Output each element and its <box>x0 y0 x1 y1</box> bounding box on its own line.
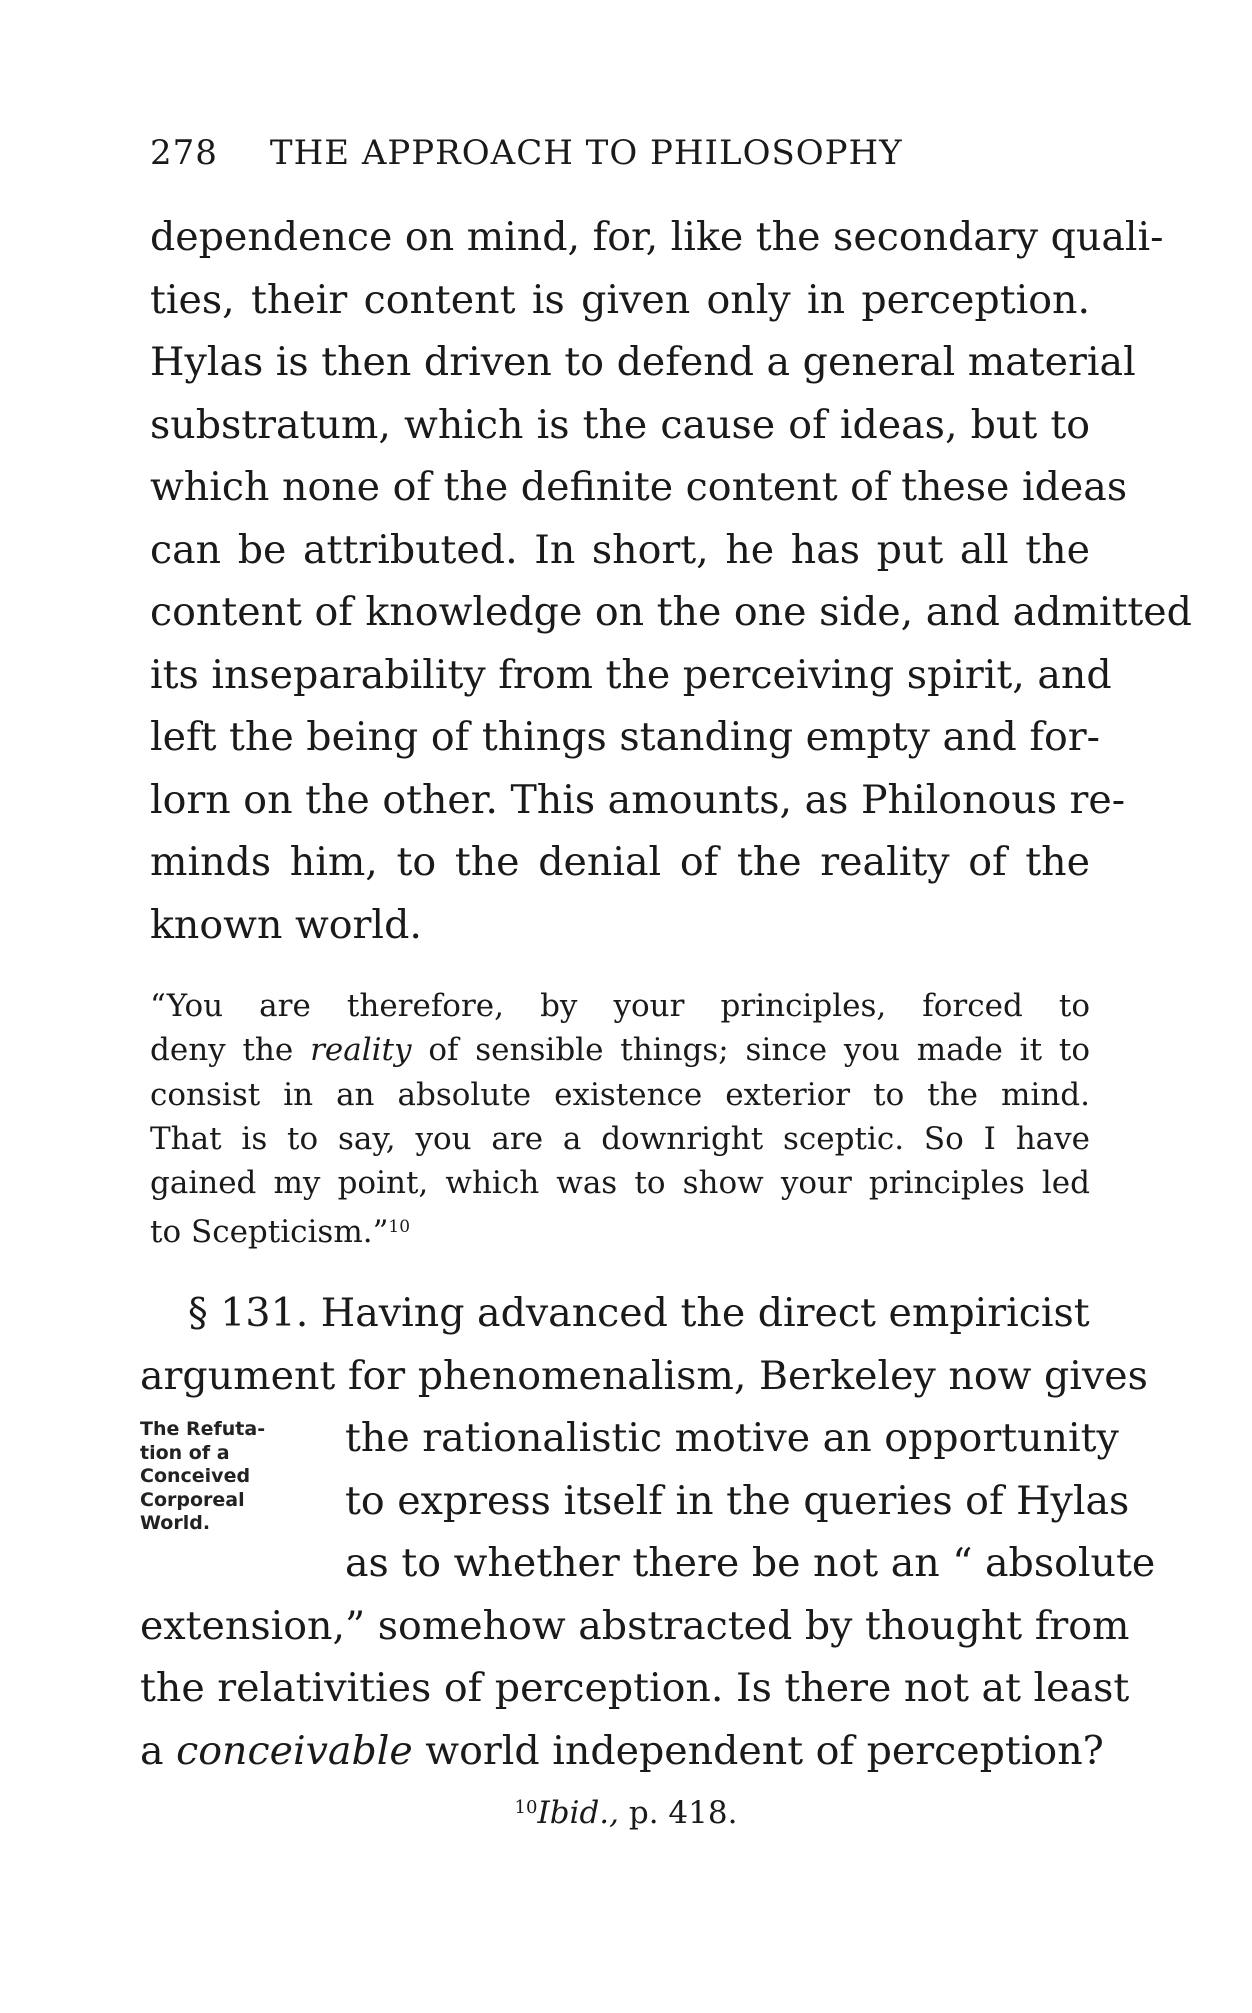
text-line: which none of the definite content of these ideas <box>150 464 1128 510</box>
quote-text: to Scepticism.” <box>150 1214 389 1251</box>
body-text: world independent of perception? <box>412 1727 1104 1774</box>
quote-line: consist in an absolute existence exterior to the mind. <box>150 1076 1090 1113</box>
body-text: a <box>140 1727 177 1774</box>
paragraph-1 <box>150 206 1192 956</box>
paragraph-2 <box>140 1282 1156 1782</box>
quote-line <box>150 1028 1090 1072</box>
footnote-reference: 10 <box>388 1217 411 1238</box>
page-number: 278 <box>150 133 218 173</box>
text-line: the rationalistic motive an opportunity <box>345 1415 1119 1461</box>
text-line: its inseparability from the perceiving spirit, and <box>150 651 1112 698</box>
quote-line <box>150 1205 1090 1254</box>
body-emphasis: conceivable <box>176 1727 413 1774</box>
quote-text: of sensible things; since you made it to <box>411 1032 1090 1069</box>
footnote <box>0 1795 1252 1831</box>
quote-line: That is to say, you are a downright sceptic. So I have <box>150 1120 1090 1157</box>
quote-emphasis: reality <box>310 1032 412 1069</box>
text-line: minds him, to the denial of the reality of the <box>150 839 1090 885</box>
text-line: ties, their content is given only in perception. <box>150 276 1090 323</box>
text-line: Hylas is then driven to defend a general material <box>150 339 1136 385</box>
margin-note-line: Corporeal <box>140 1488 245 1511</box>
text-line: extension,” somehow abstracted by thought from <box>140 1602 1130 1649</box>
text-line: § 131. Having advanced the direct empiricist <box>188 1290 1090 1336</box>
text-line: dependence on mind, for, like the secondary quali- <box>150 214 1164 260</box>
running-title: THE APPROACH TO PHILOSOPHY <box>269 133 903 173</box>
text-line <box>140 1720 1104 1783</box>
quote-line: “You are therefore, by your principles, forced to <box>150 988 1090 1024</box>
quote-text: deny the <box>150 1032 311 1069</box>
block-quote <box>150 984 1090 1255</box>
text-line: lorn on the other. This amounts, as Philonous re- <box>150 776 1126 823</box>
text-line: can be attributed. In short, he has put all the <box>150 526 1090 573</box>
text-line: the relativities of perception. Is there not at least <box>140 1665 1130 1711</box>
running-header <box>150 133 903 173</box>
text-line: known world. <box>150 901 422 948</box>
margin-note-line: Conceived <box>140 1465 251 1487</box>
text-line: to express itself in the queries of Hylas <box>345 1477 1130 1524</box>
quote-line: gained my point, which was to show your principles led <box>150 1165 1090 1202</box>
margin-note-line: The Refuta- <box>140 1418 266 1440</box>
footnote-number: 10 <box>514 1797 538 1818</box>
margin-note-line: tion of a <box>140 1441 230 1464</box>
footnote-reference-text: p. 418. <box>619 1795 738 1831</box>
margin-note-line: World. <box>140 1512 211 1534</box>
text-line: as to whether there be not an “ absolute <box>345 1540 1156 1586</box>
text-line: content of knowledge on the one side, and admitted <box>150 589 1192 635</box>
footnote-ibid: Ibid., <box>537 1795 620 1831</box>
text-line: left the being of things standing empty and for- <box>150 714 1100 760</box>
text-line: argument for phenomenalism, Berkeley now gives <box>140 1352 1148 1399</box>
text-line: substratum, which is the cause of ideas, but to <box>150 401 1090 448</box>
